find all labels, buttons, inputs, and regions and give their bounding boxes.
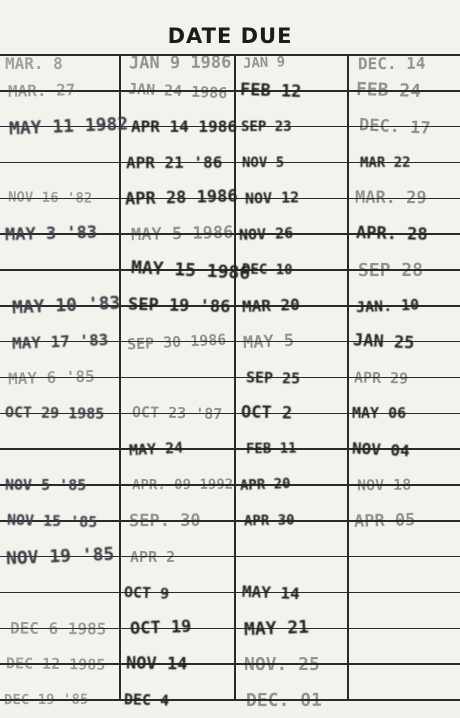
column-3-cell: [235, 360, 348, 396]
date-stamp: MAY 24: [128, 438, 184, 460]
column-3-cell: [235, 503, 348, 539]
stamp-grid: [0, 52, 460, 711]
column-2-cell: [120, 431, 235, 467]
date-stamp: NOV 26: [238, 224, 294, 245]
date-stamp: APR. 09 1992: [131, 476, 234, 494]
column-2-cell: [120, 180, 238, 216]
column-3-cell: [235, 324, 348, 360]
column-2-cell: [120, 216, 235, 252]
column-2-cell: [120, 646, 235, 682]
date-stamp: MAR. 8: [4, 53, 63, 73]
column-4-cell: [348, 395, 460, 431]
date-stamp: MAY 6 '85: [7, 366, 95, 389]
column-1-cell: [0, 539, 120, 575]
column-3-cell: [235, 109, 348, 145]
column-4-cell: [348, 431, 460, 467]
column-4-cell: [348, 360, 460, 396]
date-stamp: JAN 9 1986: [128, 52, 232, 74]
column-2-cell: [120, 610, 235, 646]
column-4-cell: [348, 682, 460, 718]
column-1-cell: [0, 73, 120, 109]
column-4-cell: [348, 467, 460, 503]
date-stamp: DEC. 17: [358, 114, 432, 139]
date-stamp: OCT 19: [129, 617, 192, 640]
column-2-cell: [120, 467, 235, 503]
date-stamp: MAY 3 '83: [4, 222, 98, 246]
column-4-cell: [348, 503, 460, 539]
column-4-cell: [348, 180, 460, 216]
column-3-cell: [235, 216, 348, 252]
date-stamp: FEB 12: [239, 79, 302, 102]
column-2-cell: [120, 109, 235, 145]
column-1-cell: [0, 610, 120, 646]
column-1-cell: [0, 180, 120, 216]
column-3-cell: [235, 180, 348, 216]
column-2-cell: [120, 288, 235, 324]
date-stamp: MAY 5: [242, 330, 295, 353]
date-stamp: APR 28 1986: [124, 186, 238, 210]
column-2-cell: [120, 503, 235, 539]
column-3-cell: [235, 73, 348, 109]
column-2-cell: [120, 73, 235, 109]
column-4-cell: [348, 539, 460, 575]
column-3-cell: [235, 610, 348, 646]
date-stamp: DEC 12 1985: [5, 654, 106, 674]
date-stamp: FEB 11: [245, 440, 297, 458]
column-1-cell: [0, 360, 120, 396]
column-3-cell: [235, 539, 348, 575]
date-stamp: OCT 29 1985: [4, 403, 105, 424]
column-4-cell: [348, 145, 460, 181]
date-stamp: OCT 23 '87: [131, 403, 223, 424]
date-stamp: MAR 22: [359, 154, 411, 171]
date-stamp: APR 20: [239, 475, 291, 495]
column-3-cell: [235, 682, 348, 718]
column-4-cell: [348, 288, 460, 324]
date-stamp: MAR. 29: [354, 188, 427, 209]
date-stamp: OCT 2: [240, 402, 293, 424]
date-stamp: SEP 28: [357, 259, 424, 281]
date-stamp: APR. 28: [355, 223, 428, 246]
date-stamp: MAY 5 1986: [130, 222, 234, 246]
column-2-cell: [120, 575, 235, 611]
date-stamp: MAY 14: [241, 581, 301, 604]
date-stamp: OCT 9: [123, 582, 170, 603]
date-stamp: NOV. 25: [244, 653, 320, 675]
date-stamp: APR 21 '86: [125, 152, 223, 173]
column-4-cell: [348, 109, 460, 145]
column-4-cell: [348, 252, 460, 288]
column-4-cell: [348, 610, 460, 646]
column-1-cell: [0, 252, 120, 288]
date-stamp: NOV 19 '85: [5, 543, 115, 570]
column-2-cell: [120, 682, 235, 718]
date-stamp: MAY 21: [243, 616, 310, 641]
column-1-cell: [0, 682, 120, 718]
date-stamp: NOV 5 '85: [4, 475, 87, 495]
column-4-cell: [348, 73, 460, 109]
card-title: DATE DUE: [167, 23, 293, 48]
date-stamp: JAN 25: [352, 330, 415, 354]
date-stamp: SEP 23: [241, 118, 292, 135]
column-1-cell: [0, 216, 120, 252]
date-stamp: JAN. 10: [355, 295, 420, 317]
column-4-cell: [348, 324, 460, 360]
date-stamp: APR 05: [353, 509, 416, 532]
date-stamp: NOV 04: [351, 438, 411, 461]
column-1-cell: [0, 503, 120, 539]
date-stamp: JAN 9: [242, 54, 286, 72]
column-3-cell: [235, 252, 348, 288]
column-1-cell: [0, 324, 120, 360]
date-stamp: SEP 30 1986: [126, 330, 227, 354]
date-stamp: MAY 06: [351, 404, 407, 423]
date-stamp: MAY 10 '83: [11, 292, 121, 319]
date-stamp: DEC. 01: [245, 689, 322, 711]
date-stamp: NOV 18: [356, 475, 412, 495]
column-3-cell: [235, 395, 348, 431]
date-stamp: APR 14 1986: [131, 117, 237, 137]
date-stamp: MAR 20: [241, 295, 301, 317]
column-2-cell: [120, 145, 235, 181]
date-stamp: SEP. 30: [128, 510, 201, 532]
column-4-cell: [348, 216, 460, 252]
date-stamp: NOV 12: [244, 188, 300, 209]
date-stamp: NOV 5: [241, 154, 285, 171]
date-stamp: APR 29: [353, 367, 409, 388]
column-1-cell: [0, 431, 120, 467]
date-stamp: MAR. 27: [7, 80, 76, 102]
date-stamp: NOV 14: [125, 653, 188, 675]
date-stamp: FEB 24: [355, 79, 422, 103]
date-stamp: DEC. 14: [357, 53, 426, 73]
column-3-cell: [235, 431, 348, 467]
column-1-cell: [0, 395, 120, 431]
column-1-cell: [0, 145, 120, 181]
date-stamp: JAN 24 1986: [127, 79, 228, 103]
column-2-cell: [120, 395, 235, 431]
column-2-cell: [120, 252, 251, 288]
column-3-cell: [235, 646, 348, 682]
column-2-cell: [120, 360, 235, 396]
column-3-cell: [235, 145, 348, 181]
date-stamp: DEC 10: [241, 261, 293, 279]
date-stamp: NOV 16 '82: [7, 189, 93, 207]
date-stamp: DEC 4: [123, 690, 170, 710]
date-stamp: NOV 15 '85: [6, 510, 98, 532]
column-4-cell: [348, 646, 460, 682]
date-stamp: MAY 17 '83: [11, 330, 109, 354]
date-stamp: MAY 11 1982: [8, 113, 129, 140]
column-2-cell: [120, 539, 235, 575]
column-3-cell: [235, 288, 348, 324]
date-stamp: MAY 15 1986: [130, 256, 251, 284]
column-3-cell: [235, 575, 348, 611]
column-3-cell: [235, 467, 348, 503]
column-1-cell: [0, 109, 129, 145]
date-stamp: SEP 25: [245, 367, 301, 388]
date-stamp: DEC 6 1985: [9, 618, 107, 639]
column-1-cell: [0, 575, 120, 611]
column-1-cell: [0, 646, 120, 682]
date-stamp: DEC 19 '85: [3, 691, 89, 709]
column-1-cell: [0, 288, 120, 324]
column-4-cell: [348, 575, 460, 611]
column-1-cell: [0, 467, 120, 503]
column-2-cell: [120, 324, 235, 360]
date-stamp: SEP 19 '86: [127, 294, 231, 318]
date-stamp: APR 2: [129, 547, 176, 566]
date-stamp: APR 30: [243, 512, 295, 530]
